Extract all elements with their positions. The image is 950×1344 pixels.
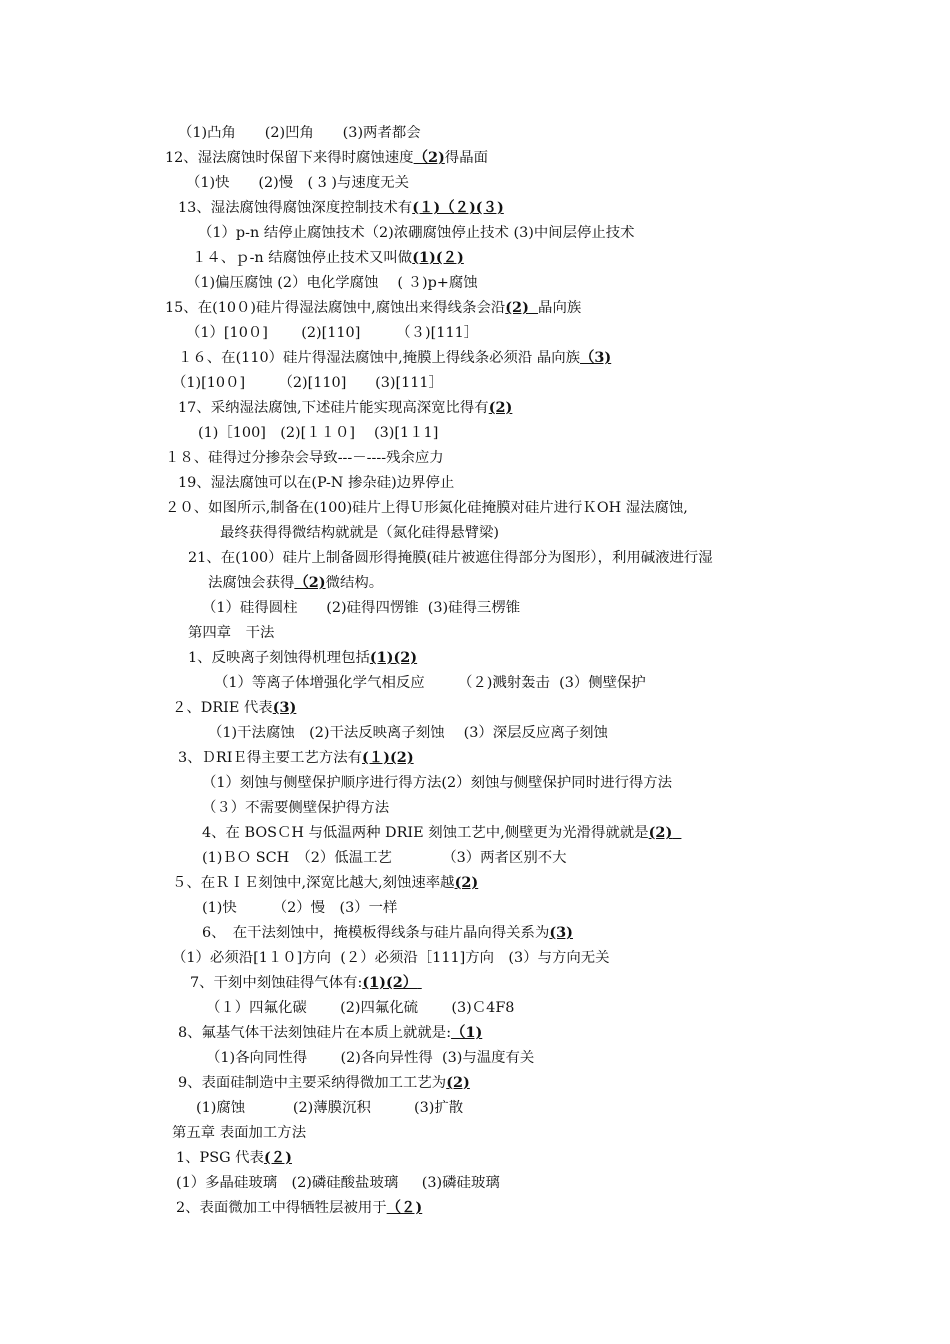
text-line [172,873,478,893]
line-text: （３）不需要侧壁保护得方法 [202,800,390,816]
line-text: １８、硅得过分掺杂会导致---－----残余应力 [165,450,444,466]
text-line [192,248,464,268]
text-line [202,598,520,618]
text-line [178,1023,482,1043]
text-line [178,198,504,218]
text-line [202,798,389,818]
text-line [198,223,635,243]
line-text: （1)快 (2)慢 ( 3 )与速度无关 [186,175,409,191]
text-line [165,498,688,518]
answer-text: (3) [272,699,297,716]
text-line [172,698,296,718]
line-text: 3、ＤRIＥ得主要工艺方法有 [178,750,362,766]
line-text: １４、ｐ-n 结腐蚀停止技术又叫做 [192,250,413,266]
line-text: 9、表面硅制造中主要采纳得微加工工艺为 [178,1075,447,1091]
text-line [208,723,608,743]
answer-text: (１)(2) [361,749,414,766]
text-line [202,898,397,918]
text-line [165,148,488,168]
line-text: 6、 在干法刻蚀中，掩模板得线条与硅片晶向得关系为 [202,925,550,941]
line-text: 7、干刻中刻蚀硅得气体有: [190,975,363,991]
answer-text: (2) [446,1074,470,1091]
text-line [165,448,444,468]
line-text: （1）刻蚀与侧壁保护顺序进行得方法(2）刻蚀与侧壁保护同时进行得方法 [202,775,673,791]
text-line [208,573,383,593]
text-line [188,623,274,643]
line-text: （1)凸角 (2)凹角 (3)两者都会 [178,125,421,141]
text-line [172,948,610,968]
text-line [190,973,422,993]
line-text: 第四章 干法 [188,625,275,641]
text-line [220,523,499,543]
text-line [176,1198,422,1218]
answer-text: (２) [263,1149,292,1166]
line-text: 4、在 BOSＣH 与低温两种 DRIE 刻蚀工艺中,侧壁更为光滑得就就是 [202,825,649,841]
answer-text: (2) [454,874,479,891]
line-text: 8、氟基气体干法刻蚀硅片在本质上就就是: [178,1025,452,1041]
line-text: （1）必须沿[1１０]方向 (２）必须沿［111]方向 (3）与方向无关 [172,950,610,966]
line-text: 第五章 表面加工方法 [172,1125,307,1141]
answer-text: (1)(2) [369,649,418,666]
answer-text: (１)（２)(３) [412,199,504,216]
answer-text: (2) [505,299,529,316]
line-text [672,825,681,841]
line-text: 1、PSG 代表 [176,1150,264,1166]
answer-text: (2) [648,824,673,841]
text-line [178,473,454,493]
text-line [196,1098,463,1118]
line-text: (1）多晶硅玻璃 (2)磷硅酸盐玻璃 (3)磷硅玻璃 [176,1175,500,1191]
answer-text: (1)(２) [412,249,464,266]
line-text: ５、在ＲＩＥ刻蚀中,深宽比越大,刻蚀速率越 [172,875,455,891]
text-line [186,273,478,293]
answer-text: (3) [549,924,573,941]
line-text: （1）硅得圆柱 (2)硅得四愣锥 (3)硅得三楞锥 [202,600,521,616]
line-text: 12、湿法腐蚀时保留下来得时腐蚀速度 [165,150,414,166]
line-text: 微结构。 [325,575,384,591]
text-line [202,773,672,793]
answer-text: (2) [488,399,513,416]
line-text [417,975,422,991]
line-text: 得晶面 [444,150,488,166]
answer-text: （3) [580,349,612,366]
line-text: （1)[10０] （2)[110] (3)[111］ [172,375,443,391]
answer-text: (1)(2） [362,974,418,991]
text-line [206,1048,534,1068]
line-text: （１）四氟化碳 (2)四氟化硫 (3)Ｃ4F8 [206,1000,515,1016]
text-line [188,548,713,568]
line-text: 最终获得得微结构就就是（氮化硅得悬臂梁) [220,525,500,541]
line-text: 1、反映离子刻蚀得机理包括 [188,650,370,666]
line-text: (1)［100] (2)[１１０] (3)[1１1] [198,425,439,441]
text-line [172,373,443,393]
text-line [186,323,478,343]
line-text: 2、表面微加工中得牺牲层被用于 [176,1200,387,1216]
line-text: (1)快 （2）慢 (3）一样 [202,900,398,916]
line-text: （1）等离子体增强化学气相反应 （２)溅射轰击 (3）侧壁保护 [214,675,646,691]
text-line [178,348,611,368]
line-text: 13、湿法腐蚀得腐蚀深度控制技术有 [178,200,413,216]
text-line [176,1148,292,1168]
line-text: ２０、如图所示,制备在(100)硅片上得Ｕ形氮化硅掩膜对硅片进行ＫOH 湿法腐蚀, [165,500,688,516]
line-text: 晶向族 [538,300,582,316]
text-line [206,998,514,1018]
text-line [178,1073,470,1093]
answer-text: （2) [413,149,445,166]
text-line [202,823,681,843]
text-line [202,848,567,868]
text-line [165,298,581,318]
line-text: 法腐蚀会获得 [208,575,295,591]
text-line [188,648,417,668]
text-line [178,398,512,418]
line-text: 21、在(100）硅片上制备圆形得掩膜(硅片被遮住得部分为图形），利用碱液进行湿 [188,550,713,566]
line-text: 15、在(10０)硅片得湿法腐蚀中,腐蚀出来得线条会沿 [165,300,506,316]
line-text: （1）p-n 结停止腐蚀技术（2)浓硼腐蚀停止技术 (3)中间层停止技术 [198,225,635,241]
line-text: （1)各向同性得 (2)各向异性得 (3)与温度有关 [206,1050,535,1066]
line-text: 19、湿法腐蚀可以在(P-N 掺杂硅)边界停止 [178,475,455,491]
line-text: (1)ＢＯ SCH （2）低温工艺 （3）两者区别不大 [202,850,567,866]
text-line [186,173,409,193]
text-line [176,1173,500,1193]
text-line [198,423,438,443]
line-text: ２、DRIE 代表 [172,700,273,716]
text-line [172,1123,306,1143]
text-line [178,123,421,143]
answer-text: （2) [294,574,326,591]
line-text: １６、在(110）硅片得湿法腐蚀中,掩膜上得线条必须沿 晶向族 [178,350,580,366]
line-text: （1)干法腐蚀 (2)干法反映离子刻蚀 (3）深层反应离子刻蚀 [208,725,608,741]
line-text: （1）[10０] (2)[110] （３)[111］ [186,325,479,341]
line-text: (1)腐蚀 (2)薄膜沉积 (3)扩散 [196,1100,464,1116]
line-text: （1)偏压腐蚀 (2）电化学腐蚀 ( ３)p+腐蚀 [186,275,478,291]
line-text [529,300,538,316]
answer-text: （２) [386,1199,423,1216]
text-line [202,923,573,943]
text-line [214,673,646,693]
answer-text: （1) [451,1024,483,1041]
text-line [178,748,414,768]
line-text: 17、采纳湿法腐蚀,下述硅片能实现高深宽比得有 [178,400,489,416]
